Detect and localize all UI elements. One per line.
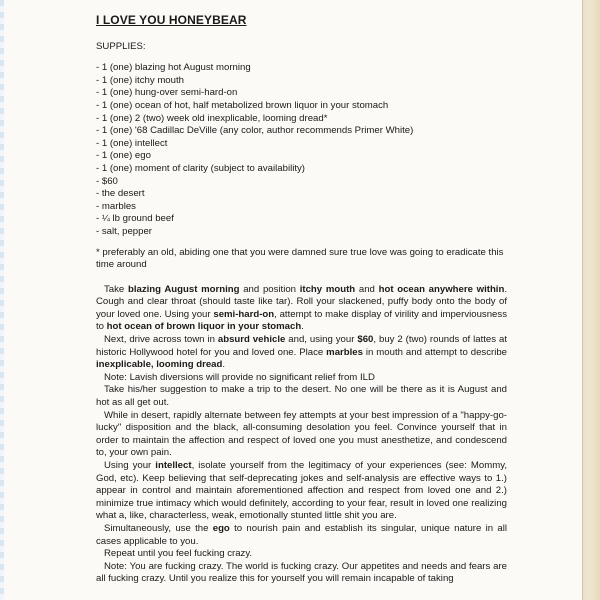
list-item: - marbles [96, 200, 136, 212]
document-title: I LOVE YOU HONEYBEAR [96, 13, 247, 27]
paragraph: Take his/her suggestion to make a trip to the desert. No one will be there as it is August and hot as all get out. [96, 384, 507, 409]
paragraph: While in desert, rapidly alternate between fey attempts at your best impression of a "happy-go-lucky" disposition and the black, all-consuming desolation you feel. Convince yourself that in order to maintain the affection and respect of loved one you must anesthetize, and condescend to, your own pain. [96, 409, 507, 459]
list-item: - 1 (one) ocean of hot, half metabolized brown liquor in your stomach [96, 99, 389, 111]
paragraph: Next, drive across town in absurd vehicle and, using your $60, buy 2 (two) rounds of lattes at historic Hollywood hotel for you and loved one. Place marbles in mouth and attempt to describe inexplicable, looming dread. [96, 334, 508, 371]
list-item: - 1 (one) itchy mouth [96, 74, 184, 86]
paragraph: Simultaneously, use the ego to nourish pain and establish its singular, unique nature in all cases applicable to you. [96, 522, 508, 547]
paragraph: Note: You are fucking crazy. The world is fucking crazy. Our appetites and needs and fears are all fucking crazy. Until you realize this for yourself you will remain incapable of taking [96, 560, 507, 585]
supplies-heading: SUPPLIES: [96, 40, 146, 52]
list-item: - 1 (one) '68 Cadillac DeVille (any color, author recommends Primer White) [96, 125, 414, 137]
book-binding-edge [582, 0, 600, 600]
list-item: - $60 [96, 175, 118, 187]
list-item: - 1 (one) moment of clarity (subject to availability) [96, 162, 306, 174]
supplies-list [96, 62, 507, 238]
list-item: - the desert [96, 188, 145, 200]
paragraph: Repeat until you feel fucking crazy. [104, 548, 253, 560]
footnote: * preferably an old, abiding one that you were damned sure true love was going to eradicate this time around [96, 246, 504, 271]
list-item: - 1 (one) ego [96, 150, 151, 162]
paragraph: Take blazing August morning and position itchy mouth and hot ocean anywhere within. Cough and clear throat (should taste like tar). Roll your slackened, puffy body onto the body of your loved one. Using your semi-hard-on, attempt to make display of virility and imperviousness to hot ocean of brown liquor in your stomach. [96, 283, 508, 333]
list-item: - 1 (one) 2 (two) week old inexplicable, looming dread* [96, 112, 328, 124]
paragraph: Note: Lavish diversions will provide no significant relief from ILD [104, 371, 375, 383]
list-item: - ¼ lb ground beef [96, 213, 174, 225]
list-item: - salt, pepper [96, 225, 152, 237]
list-item: - 1 (one) blazing hot August morning [96, 62, 251, 74]
page-edge-strip [0, 0, 4, 600]
document-content [96, 14, 507, 586]
instructions-body [96, 284, 507, 586]
paragraph: Using your intellect, isolate yourself from the legitimacy of your experiences (see: Mommy, God, etc). Keep believing that self-deprecating jokes and self-analysis are effective ways to 1.) appear in control and maintain aforementioned affection and respect from loved one and 2.) minimize true intimacy which would definitely, according to your fear, result in loved one realizing what a, like, characterless, weak, emotionally stunted little shit you are. [96, 460, 507, 522]
list-item: - 1 (one) intellect [96, 137, 168, 149]
list-item: - 1 (one) hung-over semi-hard-on [96, 87, 238, 99]
